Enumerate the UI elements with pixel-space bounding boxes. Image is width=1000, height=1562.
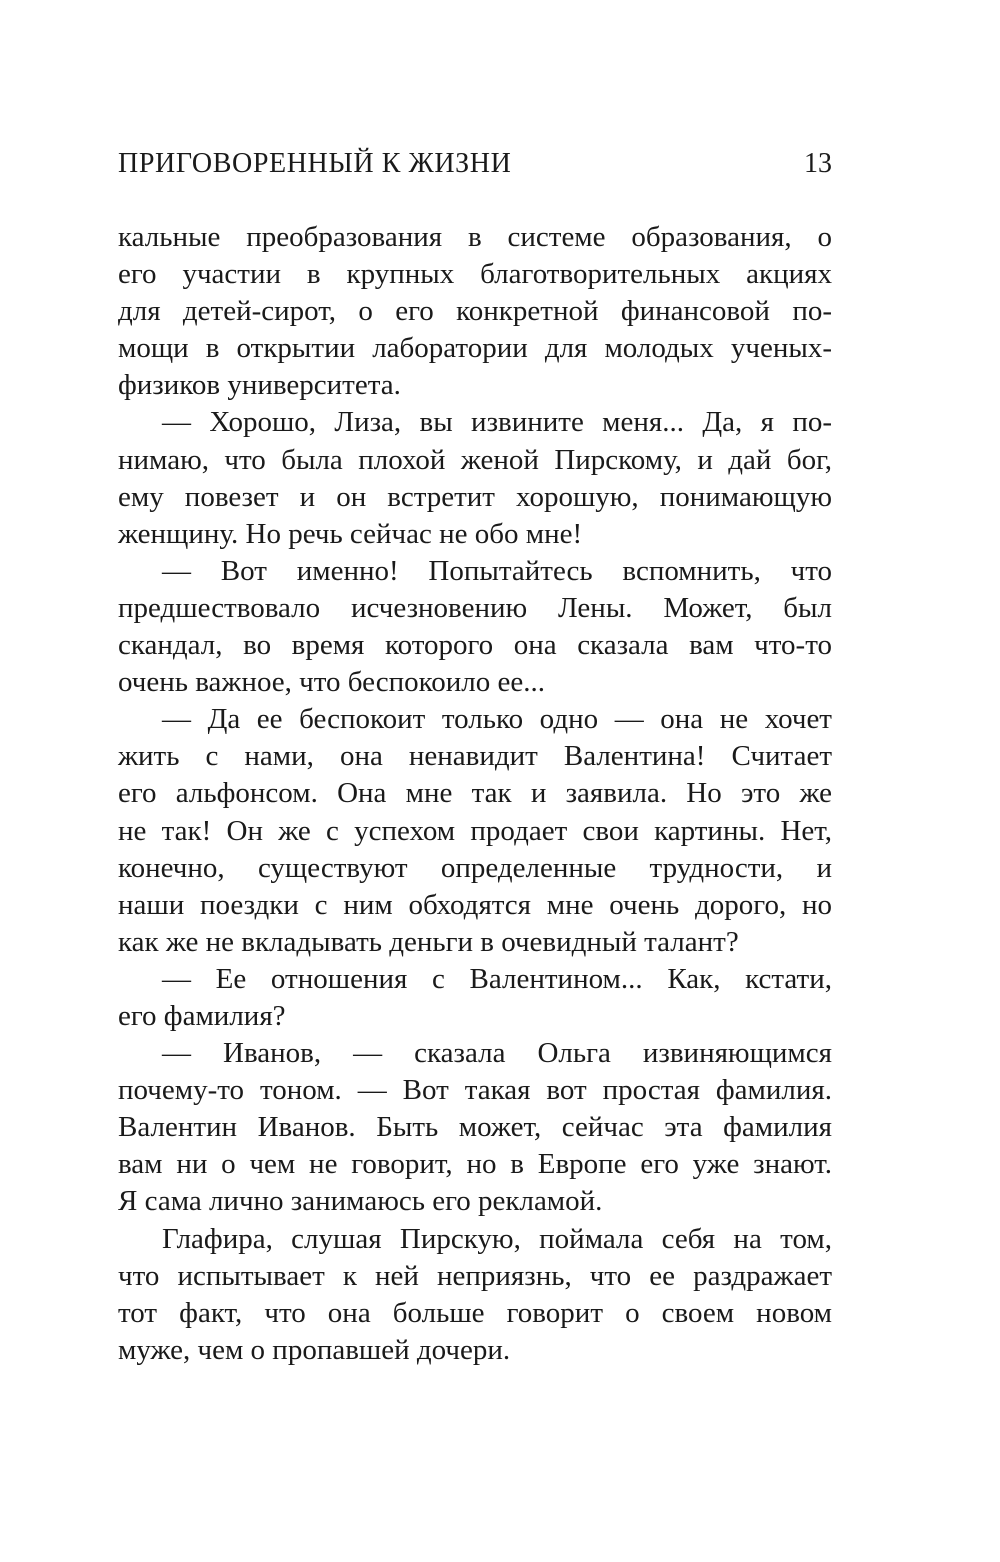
text-line: его участии в крупных благотворительных акциях bbox=[118, 258, 832, 291]
body-text bbox=[118, 219, 832, 1369]
text-line: тот факт, что она больше говорит о своем новом bbox=[118, 1296, 832, 1329]
text-line: почему-то тоном. — Вот такая вот простая фамилия. bbox=[118, 1074, 832, 1107]
text-line: предшествовало исчезновению Лены. Может, был bbox=[118, 591, 832, 624]
text-line: его фамилия? bbox=[118, 999, 286, 1032]
paragraph bbox=[118, 961, 832, 1035]
text-line: — Да ее беспокоит только одно — она не хочет bbox=[162, 703, 832, 736]
text-line: Валентин Иванов. Быть может, сейчас эта фамилия bbox=[118, 1111, 832, 1144]
text-line: Глафира, слушая Пирскую, поймала себя на том, bbox=[162, 1222, 832, 1255]
text-line: жить с нами, она ненавидит Валентина! Считает bbox=[118, 740, 832, 773]
text-line: мощи в открытии лаборатории для молодых ученых- bbox=[118, 332, 832, 365]
paragraph bbox=[118, 553, 832, 701]
text-line: как же не вкладывать деньги в очевидный талант? bbox=[118, 925, 739, 958]
running-header bbox=[118, 144, 832, 184]
page-number: 13 bbox=[804, 148, 832, 179]
text-line: — Хорошо, Лиза, вы извините меня... Да, я по- bbox=[162, 406, 832, 439]
text-line: ему повезет и он встретит хорошую, понимающую bbox=[118, 480, 832, 513]
paragraph bbox=[118, 404, 832, 552]
paragraph bbox=[118, 701, 832, 961]
text-line: — Ее отношения с Валентином... Как, кстати, bbox=[162, 962, 832, 995]
text-line: его альфонсом. Она мне так и заявила. Но это же bbox=[118, 777, 832, 810]
text-line: нимаю, что была плохой женой Пирскому, и дай бог, bbox=[118, 443, 832, 476]
text-line: скандал, во время которого она сказала вам что-то bbox=[118, 629, 832, 662]
paragraph bbox=[118, 219, 832, 404]
text-line: вам ни о чем не говорит, но в Европе его уже знают. bbox=[118, 1148, 832, 1181]
paragraph bbox=[118, 1221, 832, 1369]
text-line: — Вот именно! Попытайтесь вспомнить, что bbox=[162, 554, 832, 587]
text-line: конечно, существуют определенные трудности, и bbox=[118, 851, 832, 884]
text-line: очень важное, что беспокоило ее... bbox=[118, 666, 545, 699]
text-line: не так! Он же с успехом продает свои картины. Нет, bbox=[118, 814, 832, 847]
text-line: физиков университета. bbox=[118, 369, 401, 402]
text-line: кальные преобразования в системе образования, о bbox=[118, 221, 832, 253]
running-title: ПРИГОВОРЕННЫЙ К ЖИЗНИ bbox=[118, 148, 512, 179]
paragraph bbox=[118, 1035, 832, 1220]
text-line: что испытывает к ней неприязнь, что ее раздражает bbox=[118, 1259, 832, 1292]
text-line: наши поездки с ним обходятся мне очень дорого, но bbox=[118, 888, 832, 921]
text-line: — Иванов, — сказала Ольга извиняющимся bbox=[162, 1037, 832, 1070]
text-line: женщину. Но речь сейчас не обо мне! bbox=[118, 517, 583, 550]
text-line: для детей-сирот, о его конкретной финансовой по- bbox=[118, 295, 832, 328]
text-line: муже, чем о пропавшей дочери. bbox=[118, 1333, 511, 1366]
text-line: Я сама лично занимаюсь его рекламой. bbox=[118, 1185, 603, 1218]
